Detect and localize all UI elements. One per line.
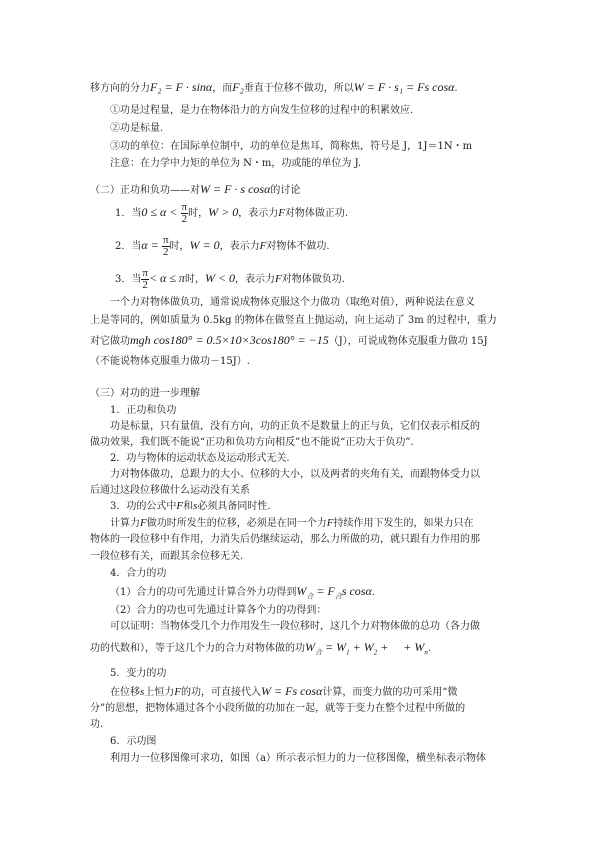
paragraph-line: 可以证明：当物体受几个力作用发生一段位移时，这几个力对物体做的总功（各力做 — [110, 621, 480, 632]
paragraph-line: 做功效果，我们既不能说“正功和负功方向相反”也不能说“正功大于负功”. — [90, 437, 414, 448]
text-span: 3．当 — [115, 274, 142, 285]
subscript: n — [424, 648, 428, 657]
paragraph-line: 功是标量，只有量值，没有方向，功的正负不是数量上的正与负，它们仅表示相反的 — [110, 421, 480, 432]
symbol: + + W — [377, 640, 425, 654]
subheading: 6．示功图 — [110, 736, 157, 747]
text-span: 时， — [188, 208, 209, 219]
paragraph-line: 功. — [90, 719, 104, 730]
text-span: ，而 — [212, 83, 233, 94]
text-span: 时， — [184, 274, 205, 285]
symbol: = W — [322, 640, 347, 654]
symbol: W — [305, 640, 315, 654]
text-span: 在位移 — [110, 687, 140, 698]
symbol: + W — [349, 640, 374, 654]
symbol: F — [275, 273, 282, 285]
note-1: ①功是过程量，是力在物体沿力的方向发生位移的过程中的积累效应. — [110, 105, 414, 116]
formula: 0 ≤ α < — [141, 205, 178, 219]
paragraph-line: （不能说物体克服重力做功－15J）. — [90, 356, 250, 367]
subheading: 5．变力的功 — [110, 668, 167, 679]
paragraph-line — [110, 516, 473, 531]
text-span: 和 — [183, 501, 194, 512]
text-line — [90, 80, 458, 96]
text-span: . — [454, 83, 458, 94]
case-1 — [115, 200, 348, 226]
text-span: 功的代数和），等于这几个力的合力对物体做的功 — [90, 643, 305, 654]
symbol: F — [174, 686, 182, 698]
text-span: ，表示力 — [219, 241, 260, 252]
paragraph-line: （2）合力的功也可先通过计算各个力的功得到： — [110, 605, 327, 616]
paragraph-line: 力对物体做功，总跟力的大小、位移的大小，以及两者的夹角有关，而跟物体受力以 — [110, 469, 480, 480]
text-span: 计算力 — [110, 518, 140, 529]
subscript: 2 — [373, 648, 378, 657]
subheading: 1．正功和负功 — [110, 405, 177, 416]
paragraph-line: 分”的思想，把物体通过各个小段所做的功加在一起，就等于变力在整个过程中所做的 — [90, 703, 466, 714]
formula: F₂ = F · sinα — [150, 80, 213, 94]
denominator: 2 — [181, 213, 188, 225]
fraction — [181, 202, 189, 225]
fraction — [141, 268, 149, 291]
text-span: 对物体做正功. — [284, 208, 349, 219]
symbol: F — [140, 517, 147, 529]
text-span: 做功时所发生的位移，必须是在同一个力 — [146, 518, 327, 529]
text-span: ，表示力 — [238, 208, 279, 219]
text-span: 对物体做负功. — [281, 274, 345, 285]
paragraph-line: 一个力对物体做负功，通常说成物体克服这个力做功（取绝对值），两种说法在意义 — [110, 297, 475, 308]
symbol: s — [140, 686, 145, 698]
formula: mgh cos180° = 0.5×10×3cos180° = −15 — [130, 333, 329, 347]
symbol: s — [193, 500, 198, 512]
text-span: （J），可说成物体克服重力做功 15J — [328, 336, 488, 347]
formula: α = — [141, 238, 159, 252]
numerator: π — [142, 267, 148, 279]
formula: W = Fs cosα — [261, 684, 323, 698]
symbol: F — [259, 240, 267, 252]
text-span: 持续作用下发生的，如果力只在 — [333, 518, 474, 529]
text-span: （1）合力的功可先通过计算合外力功得到 — [110, 587, 297, 598]
case-2 — [115, 233, 330, 259]
paragraph-line: 物体的一段位移中有作用，力消失后仍继续运动，那么力所做的功，就只跟有力作用的那 — [90, 534, 480, 545]
text-span: 上恒力 — [144, 687, 175, 698]
paragraph-line — [90, 640, 431, 656]
formula: < α ≤ π — [148, 271, 185, 285]
formula: W = 0 — [189, 238, 220, 252]
text-span: 必须具备同时性. — [197, 501, 271, 512]
formula — [305, 640, 428, 657]
denominator: 2 — [142, 279, 148, 291]
text-span: . — [427, 643, 432, 654]
formula: W < 0 — [204, 271, 236, 285]
formula: W = F · s₁ = Fs cosα — [353, 80, 455, 94]
note-3: ③功的单位：在国际单位制中，功的单位是焦耳，简称焦，符号是 J，1J＝1N・m — [110, 141, 473, 152]
subheading — [110, 499, 271, 514]
text-span: . — [371, 587, 375, 598]
subscript: 合 — [306, 592, 314, 601]
paragraph-line — [110, 684, 458, 700]
section-heading: （三）对功的进一步理解 — [90, 388, 200, 399]
subheading: 2．功与物体的运动状态及运动形式无关. — [110, 453, 290, 464]
section-heading — [90, 182, 300, 198]
formula: W = F · s cosα — [200, 182, 271, 196]
text-span: 垂直于位移不做功，所以 — [243, 83, 354, 94]
text-span: 对它做功 — [90, 336, 130, 347]
numerator: π — [181, 201, 188, 213]
paragraph-line — [90, 333, 488, 349]
symbol: F — [176, 500, 184, 512]
text-span: 移方向的分力 — [90, 83, 150, 94]
paragraph-line: 后通过这段位移做什么运动没有关系 — [90, 485, 250, 496]
subscript: 合 — [334, 592, 342, 601]
text-span: ，表示力 — [235, 274, 276, 285]
subheading: 4．合力的功 — [110, 568, 167, 579]
case-3 — [115, 266, 345, 292]
formula: W > 0 — [208, 205, 239, 219]
text-span: 2．当 — [115, 241, 142, 252]
symbol: W — [296, 584, 307, 598]
note-2: ②功是标量. — [110, 123, 164, 134]
text-span: （二）正功和负功——对 — [90, 185, 200, 196]
formula: F₂ — [232, 80, 244, 94]
paragraph-line — [110, 584, 375, 600]
text-span: 3．功的公式中 — [110, 501, 177, 512]
symbol: s cosα — [341, 584, 372, 598]
symbol: F — [326, 517, 334, 529]
text-span: 计算，而变力做的功可采用“微 — [322, 687, 458, 698]
note-4: 注意：在力学中力矩的单位为 N・m，功或能的单位为 J. — [110, 158, 362, 169]
text-span: 的讨论 — [270, 185, 301, 196]
paragraph-line: 利用力一位移图像可求功，如图（a）所示表示恒力的力一位移图像，横坐标表示物体 — [110, 753, 486, 764]
numerator: π — [162, 234, 169, 246]
denominator: 2 — [163, 246, 169, 258]
subscript: 1 — [346, 648, 350, 657]
paragraph-line: 一段位移有关，而跟其余位移无关. — [90, 551, 244, 562]
text-span: 对物体不做功. — [266, 241, 330, 252]
formula — [296, 584, 372, 601]
symbol: F — [278, 207, 285, 219]
paragraph-line: 上是等同的，例如质量为 0.5kg 的物体在做竖直上抛运动，向上运动了 3m 的过程中，重力 — [90, 315, 497, 326]
text-span: 时， — [169, 241, 190, 252]
symbol: = F — [313, 584, 335, 598]
text-span: 1．当 — [115, 208, 142, 219]
subscript: 合 — [315, 648, 322, 657]
text-span: 的功，可直接代入 — [181, 687, 262, 698]
fraction — [162, 235, 170, 258]
